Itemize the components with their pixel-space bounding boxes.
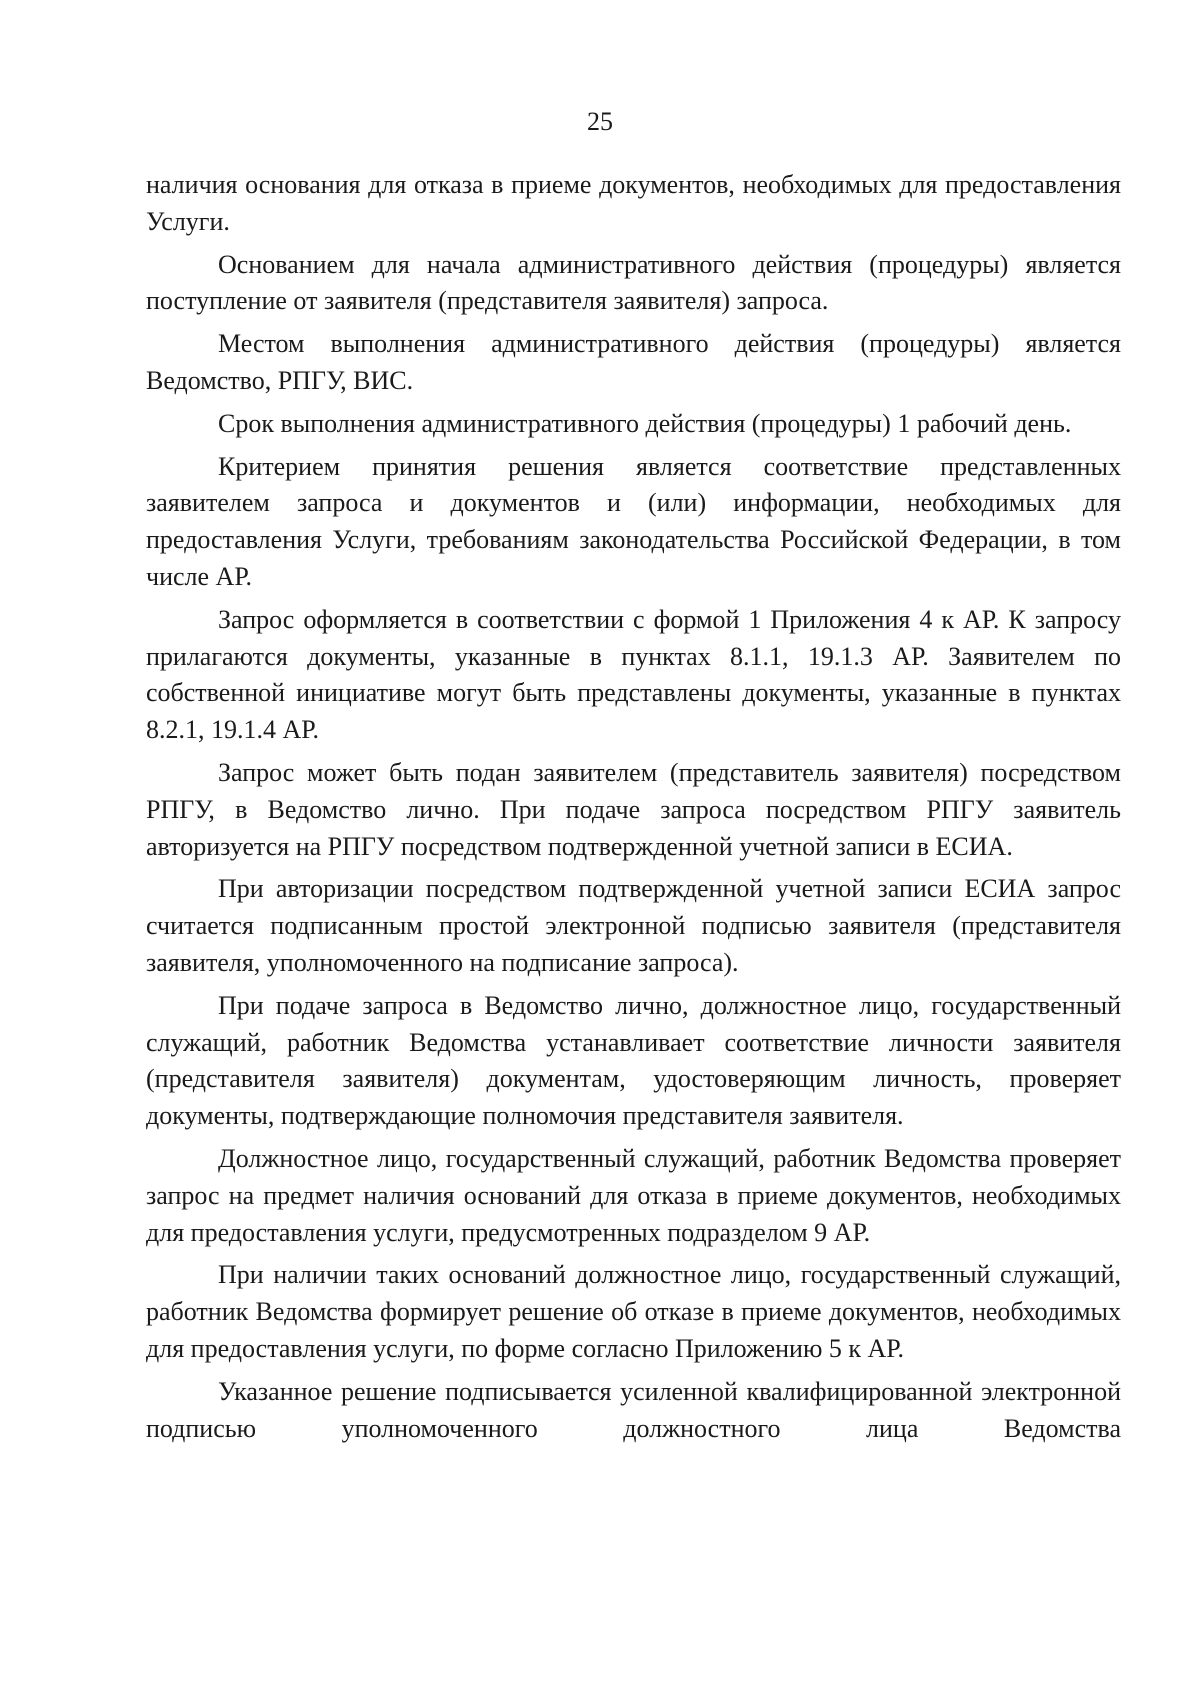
paragraph-basis: Основанием для начала административного действия (процедуры) является поступление от заявителя (представителя заявителя) запроса. [146, 249, 1121, 316]
page-number: 25 [587, 107, 613, 136]
paragraph-continuation: наличия основания для отказа в приеме документов, необходимых для предоставления Услуги. [146, 170, 1121, 236]
paragraph-term: Срок выполнения административного действия (процедуры) 1 рабочий день. [218, 408, 1072, 438]
paragraph-verification: Должностное лицо, государственный служащий, работник Ведомства проверяет запрос на предмет наличия оснований для отказа в приеме документов, необходимых для предоставления услуги, предусмотренных подразделом 9 АР. [146, 1143, 1121, 1247]
paragraph-signature: Указанное решение подписывается усиленной квалифицированной электронной подписью уполномоченного должностного лица Ведомства [146, 1376, 1121, 1443]
paragraph-refusal-decision: При наличии таких оснований должностное лицо, государственный служащий, работник Ведомства формирует решение об отказе в приеме документов, необходимых для предоставления услуги, по форме согласно Приложению 5 к АР. [146, 1260, 1121, 1363]
paragraph-request-form: Запрос оформляется в соответствии с формой 1 Приложения 4 к АР. К запросу прилагаются документы, указанные в пунктах 8.1.1, 19.1.3 АР. Заявителем по собственной инициативе могут быть представлены документы, указанные в пунктах 8.2.1, 19.1.4 АР. [146, 604, 1121, 745]
paragraph-authorization: При авторизации посредством подтвержденной учетной записи ЕСИА запрос считается подписанным простой электронной подписью заявителя (представителя заявителя, уполномоченного на подписание запроса). [146, 874, 1121, 977]
document-body [146, 167, 1121, 1447]
paragraph-place: Местом выполнения административного действия (процедуры) является Ведомство, РПГУ, ВИС. [146, 329, 1121, 395]
paragraph-criterion: Критерием принятия решения является соответствие представленных заявителем запроса и документов и (или) информации, необходимых для предоставления Услуги, требованиям законодательства Российской Федерации, в том числе АР. [146, 451, 1121, 591]
paragraph-in-person: При подаче запроса в Ведомство лично, должностное лицо, государственный служащий, работник Ведомства устанавливает соответствие личности заявителя (представителя заявителя) документам, удостоверяющим личность, проверяет документы, подтверждающие полномочия представителя заявителя. [146, 990, 1121, 1131]
paragraph-submission: Запрос может быть подан заявителем (представитель заявителя) посредством РПГУ, в Ведомство лично. При подаче запроса посредством РПГУ заявитель авторизуется на РПГУ посредством подтвержденной учетной записи в ЕСИА. [146, 757, 1121, 861]
